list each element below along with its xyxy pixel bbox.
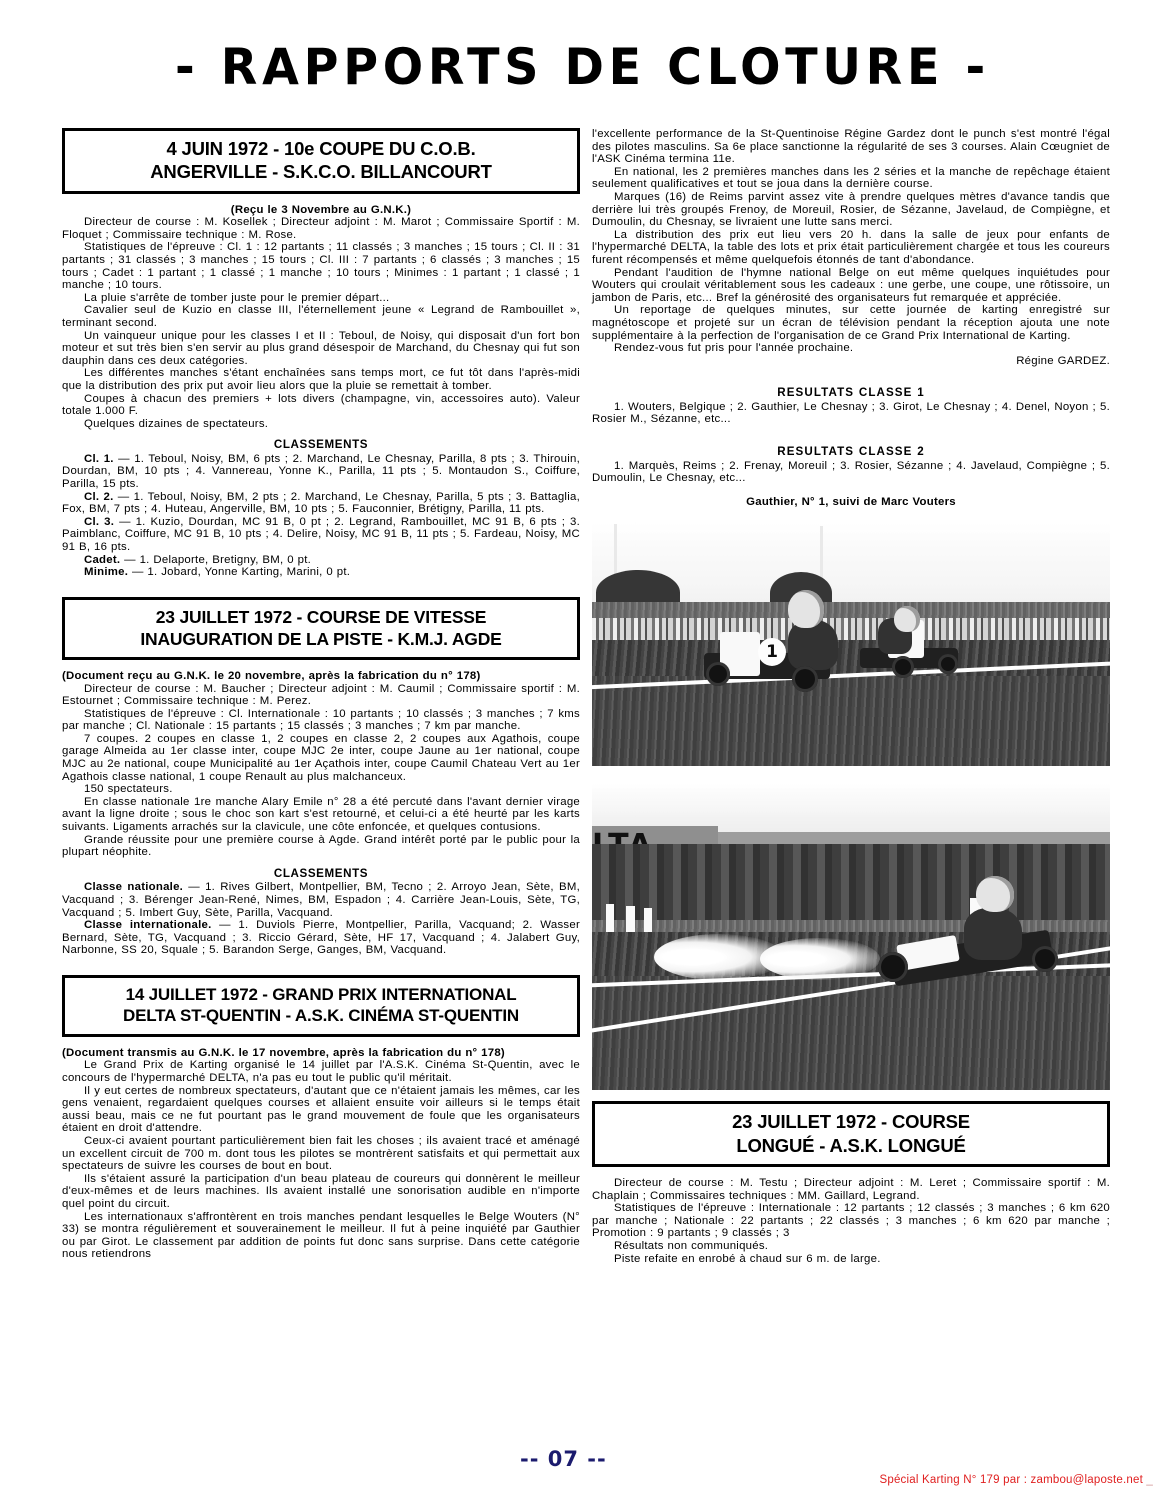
article-stquentin-header [62,975,580,1037]
result-text: — 1. Duviols Pierre, Montpellier, Parilla, Vacquand; 2. Wasser Bernard, Sète, TG, Vacquand ; 3. Riccio Gérard, Sète, HF 17, Vacquand ; 4. Jalabert Guy, Narbonne, SS 20, Squale ; 5. Barandon Serge, Ganges, BM, Vacquand. [62,919,580,957]
article-cob-officials: Directeur de course : M. Kosellek ; Directeur adjoint : M. Marot ; Commissaire Sportif : M. Floquet ; Commissaire technique : M. Rose. [62,216,580,241]
result-line [62,516,580,554]
article-longue [592,1101,1110,1265]
article-stquentin [62,975,580,1261]
article-agde-classements-label: CLASSEMENTS [273,866,369,880]
spacer [62,957,580,975]
result-text: — 1. Rives Gilbert, Montpellier, BM, Tecno ; 2. Arroyo Jean, Sète, BM, Vacquand ; 3. Bérenger Jean-René, Nimes, BM, Espadon ; 4. Carrière Jean-Louis, Sète, TG, Vacquand ; 5. Imbert Guy, Sète, Parilla, Vacquand. [62,881,580,919]
article-agde-body [62,670,580,957]
article-longue-header-line2: LONGUÉ - A.S.K. LONGUÉ [736,1134,966,1156]
results-class-2-text: 1. Marquès, Reims ; 2. Frenay, Moreuil ; 3. Rosier, Sézanne ; 4. Javelaud, Compiègne ; 5. Dumoulin, Le Chesnay, etc... [592,459,1110,485]
article-cob-stats: Statistiques de l'épreuve : Cl. 1 : 12 partants ; 11 classés ; 3 manches ; 15 tours ; Cl. II : 31 partants ; 31 classés ; 3 manches ; 15 tours ; Cl. III : 7 partants ; 6 classés ; 3 manches ; 15 tours ; Cadet : 1 partant ; 1 classé ; 1 manche ; 10 tours ; Minimes : 1 partant ; 1 classé ; 1 manche ; 10 tours. [62,241,580,292]
result-line [62,491,580,516]
article-longue-piste: Piste refaite en enrobé à chaud sur 6 m. de large. [614,1252,881,1265]
article-stquentin-p2: Il y eut certes de nombreux spectateurs, d'autant que ce n'étaient jamais les mêmes, car les gens venaient, regardaient quelques courses et allaient ensuite voir ailleurs si le temps était aussi beau, mais ce ne fut pourtant pas le grand mouvement de foule que les organisateurs étaient en droit d'attendre. [62,1084,580,1135]
article-stquentin-cont6: Un reportage de quelques minutes, sur cette journée de karting enregistré sur magnétoscope et projeté sur un écran de télévision pendant la réception ajouta une note supplémentaire à la perfection de l'organisation de ce Grand Prix International de Karting. [592,304,1110,342]
results-class-1-text: 1. Wouters, Belgique ; 2. Gauthier, Le Chesnay ; 3. Girot, Le Chesnay ; 4. Denel, Noyon ; 5. Rosier M., Sézanne, etc... [592,400,1110,426]
article-cob [62,128,580,579]
driver-torso [964,908,1022,960]
article-longue-header [592,1101,1110,1167]
article-stquentin-body [62,1047,580,1261]
article-agde-header [62,597,580,660]
spacer [592,1090,1110,1101]
result-line [62,554,580,567]
driver-torso [788,620,838,670]
article-stquentin-continuation [592,128,1110,508]
article-stquentin-cont4: La distribution des prix eut lieu vers 20 h. dans la salle de jeux pour enfants de l'hypermarché DELTA, la table des lots et prix était particulièrement chargée et tous les coureurs furent récompensés et même quelquefois étonnés de tant d'abondance. [592,228,1110,266]
article-stquentin-p4: Ils s'étaient assuré la participation d'un beau plateau de coureurs qui donnèrent le meilleur d'eux-mêmes et de leurs machines. Ils avaient installé une sonorisation audible en n'importe quel point du circuit. [62,1172,580,1210]
article-stquentin-cont1: l'excellente performance de la St-Quentinoise Régine Gardez dont le punch s'est montré l'égal des pilotes masculins. Sa 6e place sanctionne la régularité de ses 3 courses. Alain Cœugniet de l'ASK Cinéma termina 11e. [592,128,1110,166]
photo-sky [592,780,1110,832]
article-stquentin-p5: Les internationaux s'affrontèrent en trois manches pendant lesquelles le Belge Wouters (N° 33) se montra régulièrement et souverainement le meilleur. Il fut à peine inquiété par Gauthier ou par Girot. Le classement par addition de points fut donc sans surprise. Dans cette catégorie nous retiendrons [62,1210,580,1261]
credit-line [880,1474,1154,1486]
kart-number-badge: 1 [758,638,786,666]
result-text: — 1. Teboul, Noisy, BM, 2 pts ; 2. Marchand, Le Chesnay, Parilla, 5 pts ; 3. Battaglia, Fox, BM, 7 pts ; 4. Huteau, Angerville, BM, 10 pts ; 5. Fauconnier, Brétigny, Parilla, 11 pts. [62,490,580,516]
article-stquentin-signature: Régine GARDEZ. [1016,354,1110,367]
results-class-1-label: RESULTATS CLASSE 1 [777,386,925,400]
article-cob-received: (Reçu le 3 Novembre au G.N.K.) [230,203,412,216]
article-cob-rain: La pluie s'arrête de tomber juste pour le premier départ... [84,291,390,304]
kart-race-photo-top [592,514,1110,766]
article-agde-header-line2: INAUGURATION DE LA PISTE - K.M.J. AGDE [140,628,502,649]
article-cob-kuzio: Cavalier seul de Kuzio en classe III, l'éternellement jeune « Legrand de Rambouillet », terminant second. [62,304,580,329]
photo-caption: Gauthier, N° 1, suivi de Marc Vouters [746,495,956,508]
article-agde-coupes: 7 coupes. 2 coupes en classe 1, 2 coupes en classe 2, 2 coupes aux Agathois, coupe garage Almeida au 1er classe inter, coupe MJC 2e inter, coupe Jaune au 1er national, coupe MJC au 2e national, coupe Municipalité au 1er Açathois inter, coupe Caumil Chateau Vert au 1er Agathois classe national, 1 coupe Renault au plus malchanceux. [62,732,580,783]
page-number: -- 07 -- [520,1447,607,1471]
driver-helmet [788,590,824,628]
driver-helmet [894,606,920,632]
spacer [592,426,1110,437]
spacer [592,367,1110,378]
result-line [62,881,580,919]
result-line [62,566,580,579]
result-label: Minime. [84,566,129,579]
article-cob-body [62,204,580,579]
result-text: — 1. Teboul, Noisy, BM, 6 pts ; 2. Marchand, Le Chesnay, Parilla, 8 pts ; 3. Thirouin, Dourdan, BM, 10 pts ; 4. Vannereau, Yonne K., Parilla, 11 pts ; 5. Montaudon S., Coiffure, Parilla, 15 pts. [62,452,580,491]
article-agde [62,597,580,957]
article-cob-header-line2: ANGERVILLE - S.K.C.O. BILLANCOURT [150,161,492,183]
article-agde-spectateurs: 150 spectateurs. [84,783,173,796]
article-stquentin-cont5: Pendant l'audition de l'hymne national Belge on eut même quelques inquiétudes pour Wouters qui croulait véritablement sous les cadeaux : une gerbe, une coupe, une rôtissoire, un jambon de Paris, etc... Bref la générosité des organisateurs fut remarquée et appréciée. [592,266,1110,304]
article-stquentin-header-line2: DELTA ST-QUENTIN - A.S.K. CINÉMA ST-QUENTIN [123,1006,519,1026]
photo-track [592,676,1110,766]
driver-helmet [976,876,1014,912]
result-label: Classe nationale. [84,881,184,894]
article-stquentin-p1: Le Grand Prix de Karting organisé le 14 juillet par l'A.S.K. Cinéma St-Quentin, avec le concours de l'hypermarché DELTA, n'a pas eu tout le public qu'il méritait. [62,1059,580,1084]
article-longue-body [592,1177,1110,1265]
article-cob-manches: Les différentes manches s'étant enchaînées sans temps mort, ce fut tôt dans l'après-midi que la distribution des prix put avoir lieu alors que la pluie se remettait à tomber. [62,367,580,392]
result-label: Cl. 2. [84,490,114,503]
article-stquentin-header-line1: 14 JUILLET 1972 - GRAND PRIX INTERNATIONAL [125,984,517,1004]
article-longue-header-line1: 23 JUILLET 1972 - COURSE [732,1111,970,1133]
article-cob-classements-label: CLASSEMENTS [273,438,369,452]
result-label: Classe internationale. [84,919,212,932]
left-column [62,128,580,1261]
article-stquentin-p3: Ceux-ci avaient pourtant particulièrement bien fait les choses ; ils avaient tracé et aménagé un excellent circuit de 700 m. dont tous les pilotes se montrèrent satisfaits et qui permettait aux spectateurs de suivre les courses de bout en bout. [62,1134,580,1173]
background-hedge [592,844,1110,926]
photo-track [592,976,1110,1090]
article-cob-spectateurs: Quelques dizaines de spectateurs. [84,417,269,430]
article-cob-header [62,128,580,194]
article-agde-header-line1: 23 JUILLET 1972 - COURSE DE VITESSE [155,606,487,627]
result-line [62,453,580,491]
result-text: — 1. Jobard, Yonne Karting, Marini, 0 pt. [128,566,351,579]
article-agde-stats: Statistiques de l'épreuve : Cl. Internationale : 10 partants ; 10 classés ; 3 manches ; 7 kms par manche ; Cl. Nationale : 15 partants ; 15 classés ; 3 manches ; 7 km par manche. [62,707,580,733]
article-longue-stats: Statistiques de l'épreuve : Internationale : 12 partants ; 12 classés ; 3 manches ; 6 km 620 par manche ; Nationale : 22 partants ; 22 classés ; 3 manches ; 6 km 620 par manche ; Promotion : 9 partants ; 9 classés ; 3 [592,1202,1110,1240]
credit-tail: _ [1146,1474,1153,1486]
article-agde-accident: En classe nationale 1re manche Alary Emile n° 28 a été percuté dans l'avant dernier virage avant la ligne droite ; sous le choc son kart s'est retourné, et celui-ci a été heurté par les karts suivants. Ligaments arrachés sur la clavicule, une côte enfoncée, et quelques contusions. [62,795,580,834]
article-agde-reussite: Grande réussite pour une première course à Agde. Grand intérêt porté par le public pour la plupart néophite. [62,833,580,859]
result-line [62,919,580,957]
spacer [62,579,580,597]
page-title: - RAPPORTS DE CLOTURE - [175,38,990,96]
right-column [592,128,1110,1265]
kart-race-photo-bottom [592,780,1110,1090]
results-class-2-label: RESULTATS CLASSE 2 [777,445,925,459]
result-text: — 1. Delaporte, Bretigny, BM, 0 pt. [120,553,312,566]
article-longue-results: Résultats non communiqués. [614,1240,769,1252]
article-cob-header-line1: 4 JUIN 1972 - 10e COUPE DU C.O.B. [166,138,476,159]
article-cob-coupes: Coupes à chacun des premiers + lots divers (champagne, vin, accessoires auto). Valeur totale 1.000 F. [62,392,580,418]
result-label: Cl. 1. [84,452,114,465]
article-cob-teboul: Un vainqueur unique pour les classes I et II : Teboul, de Noisy, qui disposait d'un fort bon moteur et sut très bien s'en servir au plus grand désespoir de Marchand, du Chesnay qui fut son dauphin dans ces deux catégories. [62,329,580,367]
article-agde-received: (Document reçu au G.N.K. le 20 novembre, après la fabrication du n° 178) [62,669,481,682]
credit-text: Spécial Karting N° 179 par : zambou@laposte.net [879,1474,1143,1486]
article-stquentin-cont3: Marques (16) de Reims parvint assez vite à prendre quelques mètres d'avance tandis que derrière lui très groupés Frenoy, de Moreuil, Rosier, de Sézanne, Javelaud, de Compiègne, et Dumoulin, du Chesnay, se livraient une lutte sans merci. [592,190,1110,229]
article-stquentin-cont2: En national, les 2 premières manches dans les 2 séries et la manche de repêchage étaient seulement qualificatives et tout se joua dans la dernière course. [592,165,1110,191]
result-label: Cl. 3. [84,515,115,528]
article-stquentin-cont7: Rendez-vous fut pris pour l'année prochaine. [614,342,854,355]
spacer [592,485,1110,496]
result-text: — 1. Kuzio, Dourdan, MC 91 B, 0 pt ; 2. Legrand, Rambouillet, MC 91 B, 6 pts ; 3. Paimblanc, Coiffure, MC 91 B, 10 pts ; 4. Delire, Noisy, MC 91 B, 11 pts ; 5. Fardeau, Noisy, MC 91 B, 16 pts. [62,515,580,554]
article-longue-officials: Directeur de course : M. Testu ; Directeur adjoint : M. Leret ; Commissaire sportif : M. Chaplain ; Commissaires techniques : MM. Gaillard, Legrand. [592,1177,1110,1202]
article-agde-officials: Directeur de course : M. Baucher ; Directeur adjoint : M. Caumil ; Commissaire sportif : M. Estournet ; Commissaire technique : M. Perez. [62,682,580,708]
article-stquentin-received: (Document transmis au G.N.K. le 17 novembre, après la fabrication du n° 178) [62,1046,505,1059]
result-label: Cadet. [84,553,121,566]
